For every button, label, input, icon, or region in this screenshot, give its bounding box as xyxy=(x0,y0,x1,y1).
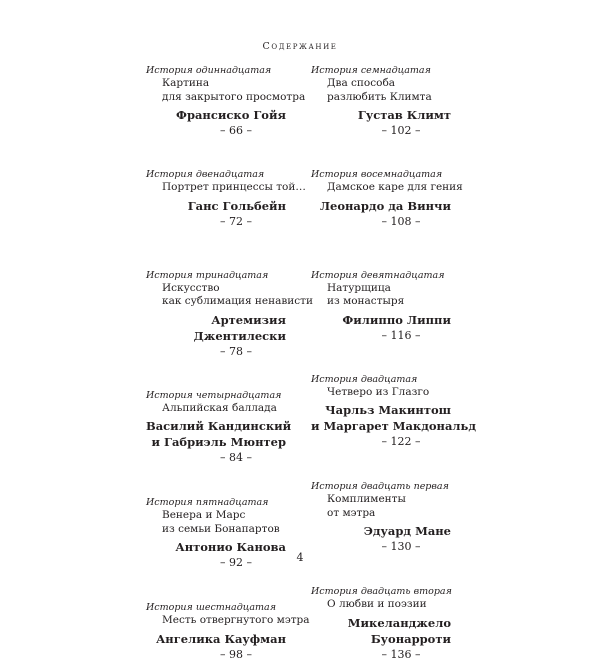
artist-name: Василий Кандинский xyxy=(146,419,292,433)
toc-entry xyxy=(311,373,477,450)
story-label: История тринадцатая xyxy=(146,269,269,281)
toc-entry xyxy=(146,269,313,359)
artist-name: и Габриэль Мюнтер xyxy=(151,435,286,449)
toc-entry xyxy=(311,168,463,229)
contents-heading: Содержание xyxy=(262,41,338,52)
story-title-line: Венера и Марс xyxy=(162,509,246,521)
page-reference: – 122 – xyxy=(381,435,421,448)
toc-entry xyxy=(146,601,310,662)
folio-page-number: 4 xyxy=(296,551,304,564)
story-title-line: для закрытого просмотра xyxy=(162,90,306,103)
toc-entry xyxy=(146,168,306,229)
story-title-line: О любви и поэзии xyxy=(327,598,427,610)
page-reference: – 116 – xyxy=(381,328,421,342)
story-title-line: Два способа xyxy=(327,77,396,89)
page-reference: – 78 – xyxy=(220,344,252,358)
page-reference: – 98 – xyxy=(220,647,252,661)
story-title-line: из монастыря xyxy=(327,295,405,307)
story-label: История восемнадцатая xyxy=(311,169,443,180)
toc-entry xyxy=(311,585,451,662)
page-reference: – 102 – xyxy=(381,124,421,137)
artist-name: Буонарроти xyxy=(370,631,451,646)
story-title-line: Месть отвергнутого мэтра xyxy=(162,614,310,626)
story-label: История четырнадцатая xyxy=(146,389,282,401)
artist-name: Артемизия xyxy=(211,312,286,327)
story-title-line: от мэтра xyxy=(327,506,376,519)
toc-entry xyxy=(146,64,306,138)
toc-entry xyxy=(311,269,451,343)
page-reference: – 72 – xyxy=(220,214,252,228)
story-title-line: Четверо из Глазго xyxy=(327,385,430,398)
story-title-line: разлюбить Климта xyxy=(327,90,432,103)
artist-name: Эдуард Мане xyxy=(363,524,451,538)
page-reference: – 66 – xyxy=(220,124,252,137)
story-title-line: Натурщица xyxy=(327,281,391,294)
toc-column-left xyxy=(146,64,313,662)
artist-name: Джентилески xyxy=(193,328,286,343)
page-reference: – 92 – xyxy=(220,556,252,569)
story-title-line: Альпийская баллада xyxy=(162,401,277,414)
page-reference: – 130 – xyxy=(381,540,421,553)
story-label: История шестнадцатая xyxy=(146,602,276,613)
story-label: История одиннадцатая xyxy=(146,65,272,76)
page-reference: – 136 – xyxy=(381,647,421,661)
artist-name: Густав Климт xyxy=(357,108,451,122)
artist-name: Леонардо да Винчи xyxy=(319,198,451,213)
story-label: История двенадцатая xyxy=(146,169,265,180)
toc-entry xyxy=(311,480,451,554)
artist-name: Франсиско Гойя xyxy=(176,108,286,122)
toc-entry xyxy=(146,389,292,466)
toc-column-right xyxy=(311,64,477,662)
story-title-line: как сублимация ненависти xyxy=(162,295,313,307)
story-title-line: Комплименты xyxy=(327,493,406,505)
story-label: История семнадцатая xyxy=(311,65,431,76)
story-title-line: Портрет принцессы той… xyxy=(162,181,306,193)
story-label: История пятнадцатая xyxy=(146,497,269,508)
story-title-line: Картина xyxy=(162,77,210,89)
artist-name: Антонио Канова xyxy=(175,540,286,554)
story-label: История двадцать первая xyxy=(311,481,449,492)
story-title-line: Дамское каре для гения xyxy=(327,181,463,193)
story-title-line: из семьи Бонапартов xyxy=(162,522,280,535)
artist-name: Ангелика Кауфман xyxy=(155,631,286,646)
toc-entry xyxy=(311,64,451,138)
story-label: История двадцать вторая xyxy=(311,586,452,597)
story-label: История девятнадцатая xyxy=(311,269,445,281)
page-reference: – 108 – xyxy=(381,214,421,228)
page-reference: – 84 – xyxy=(220,451,252,464)
artist-name: Чарльз Макинтош xyxy=(325,403,451,417)
artist-name: Ганс Гольбейн xyxy=(187,198,286,213)
artist-name: и Маргарет Макдональд xyxy=(311,419,477,433)
story-label: История двадцатая xyxy=(311,373,418,385)
artist-name: Микеланджело xyxy=(347,615,451,630)
story-title-line: Искусство xyxy=(162,281,220,294)
artist-name: Филиппо Липпи xyxy=(342,312,451,327)
